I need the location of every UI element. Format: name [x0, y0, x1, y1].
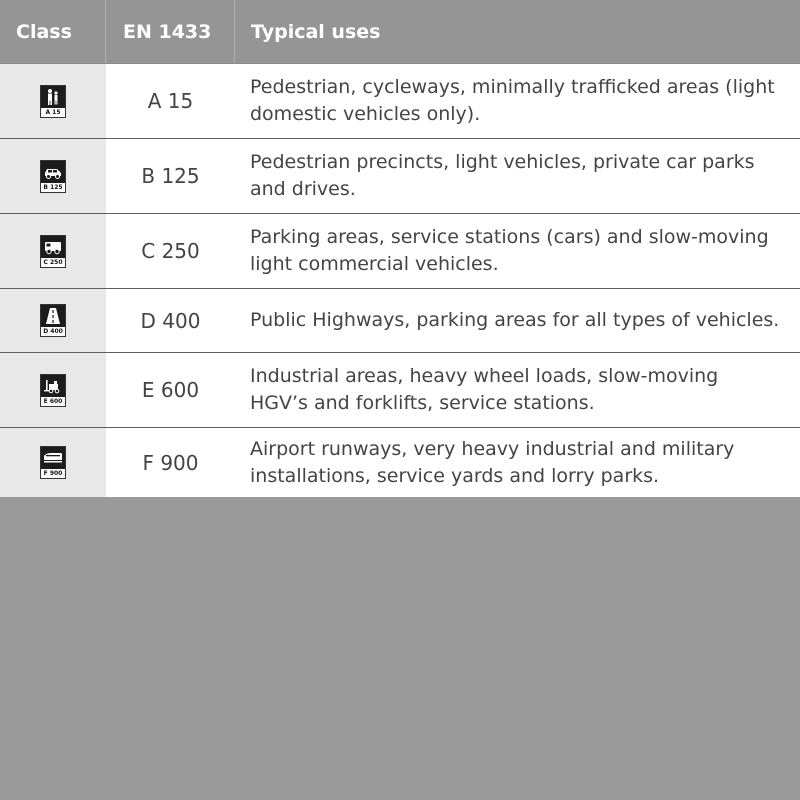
class-cell	[0, 289, 106, 352]
header-en-1433: EN 1433	[106, 0, 235, 63]
table-row	[0, 64, 800, 139]
header-class: Class	[0, 0, 106, 63]
table-row	[0, 139, 800, 214]
typical-uses-text: Pedestrian precincts, light vehicles, private car parks and drives.	[250, 151, 755, 200]
badge-label: D 400	[41, 327, 65, 336]
car-icon	[40, 160, 66, 193]
en-class-value: F 900	[142, 450, 199, 475]
en-class-value: E 600	[141, 378, 200, 402]
van-icon	[40, 235, 66, 268]
en-class-value: A 15	[147, 89, 194, 113]
typical-uses-text: Pedestrian, cycleways, minimally trafficked areas (light domestic vehicles only).	[250, 76, 775, 125]
typical-uses-text: Public Highways, parking areas for all types of vehicles.	[250, 309, 780, 331]
aircraft-icon	[40, 446, 66, 479]
en-class-value: D 400	[140, 308, 201, 333]
class-cell	[0, 139, 106, 213]
table-row	[0, 289, 800, 353]
badge-label: C 250	[41, 258, 65, 267]
pedestrian-icon	[40, 85, 66, 118]
en-class-value: C 250	[141, 239, 200, 263]
badge-label: A 15	[41, 108, 65, 117]
table-row	[0, 428, 800, 497]
typical-uses-text: Airport runways, very heavy industrial and military installations, service yards and lorry parks.	[250, 437, 735, 487]
table-row	[0, 353, 800, 428]
typical-uses-text: Industrial areas, heavy wheel loads, slow-moving HGV’s and forklifts, service stations.	[250, 365, 719, 414]
highway-icon	[40, 304, 66, 337]
class-cell	[0, 428, 106, 497]
en-class-value: B 125	[141, 164, 200, 188]
forklift-icon	[40, 374, 66, 407]
badge-label: E 600	[41, 397, 65, 406]
table-row	[0, 214, 800, 289]
class-cell	[0, 64, 106, 138]
header-typical-uses: Typical uses	[251, 20, 381, 43]
badge-label: F 900	[41, 469, 65, 478]
table-header	[0, 0, 800, 64]
class-cell	[0, 214, 106, 288]
class-cell	[0, 353, 106, 427]
badge-label: B 125	[41, 183, 65, 192]
typical-uses-text: Parking areas, service stations (cars) and slow-moving light commercial vehicles.	[250, 226, 769, 275]
